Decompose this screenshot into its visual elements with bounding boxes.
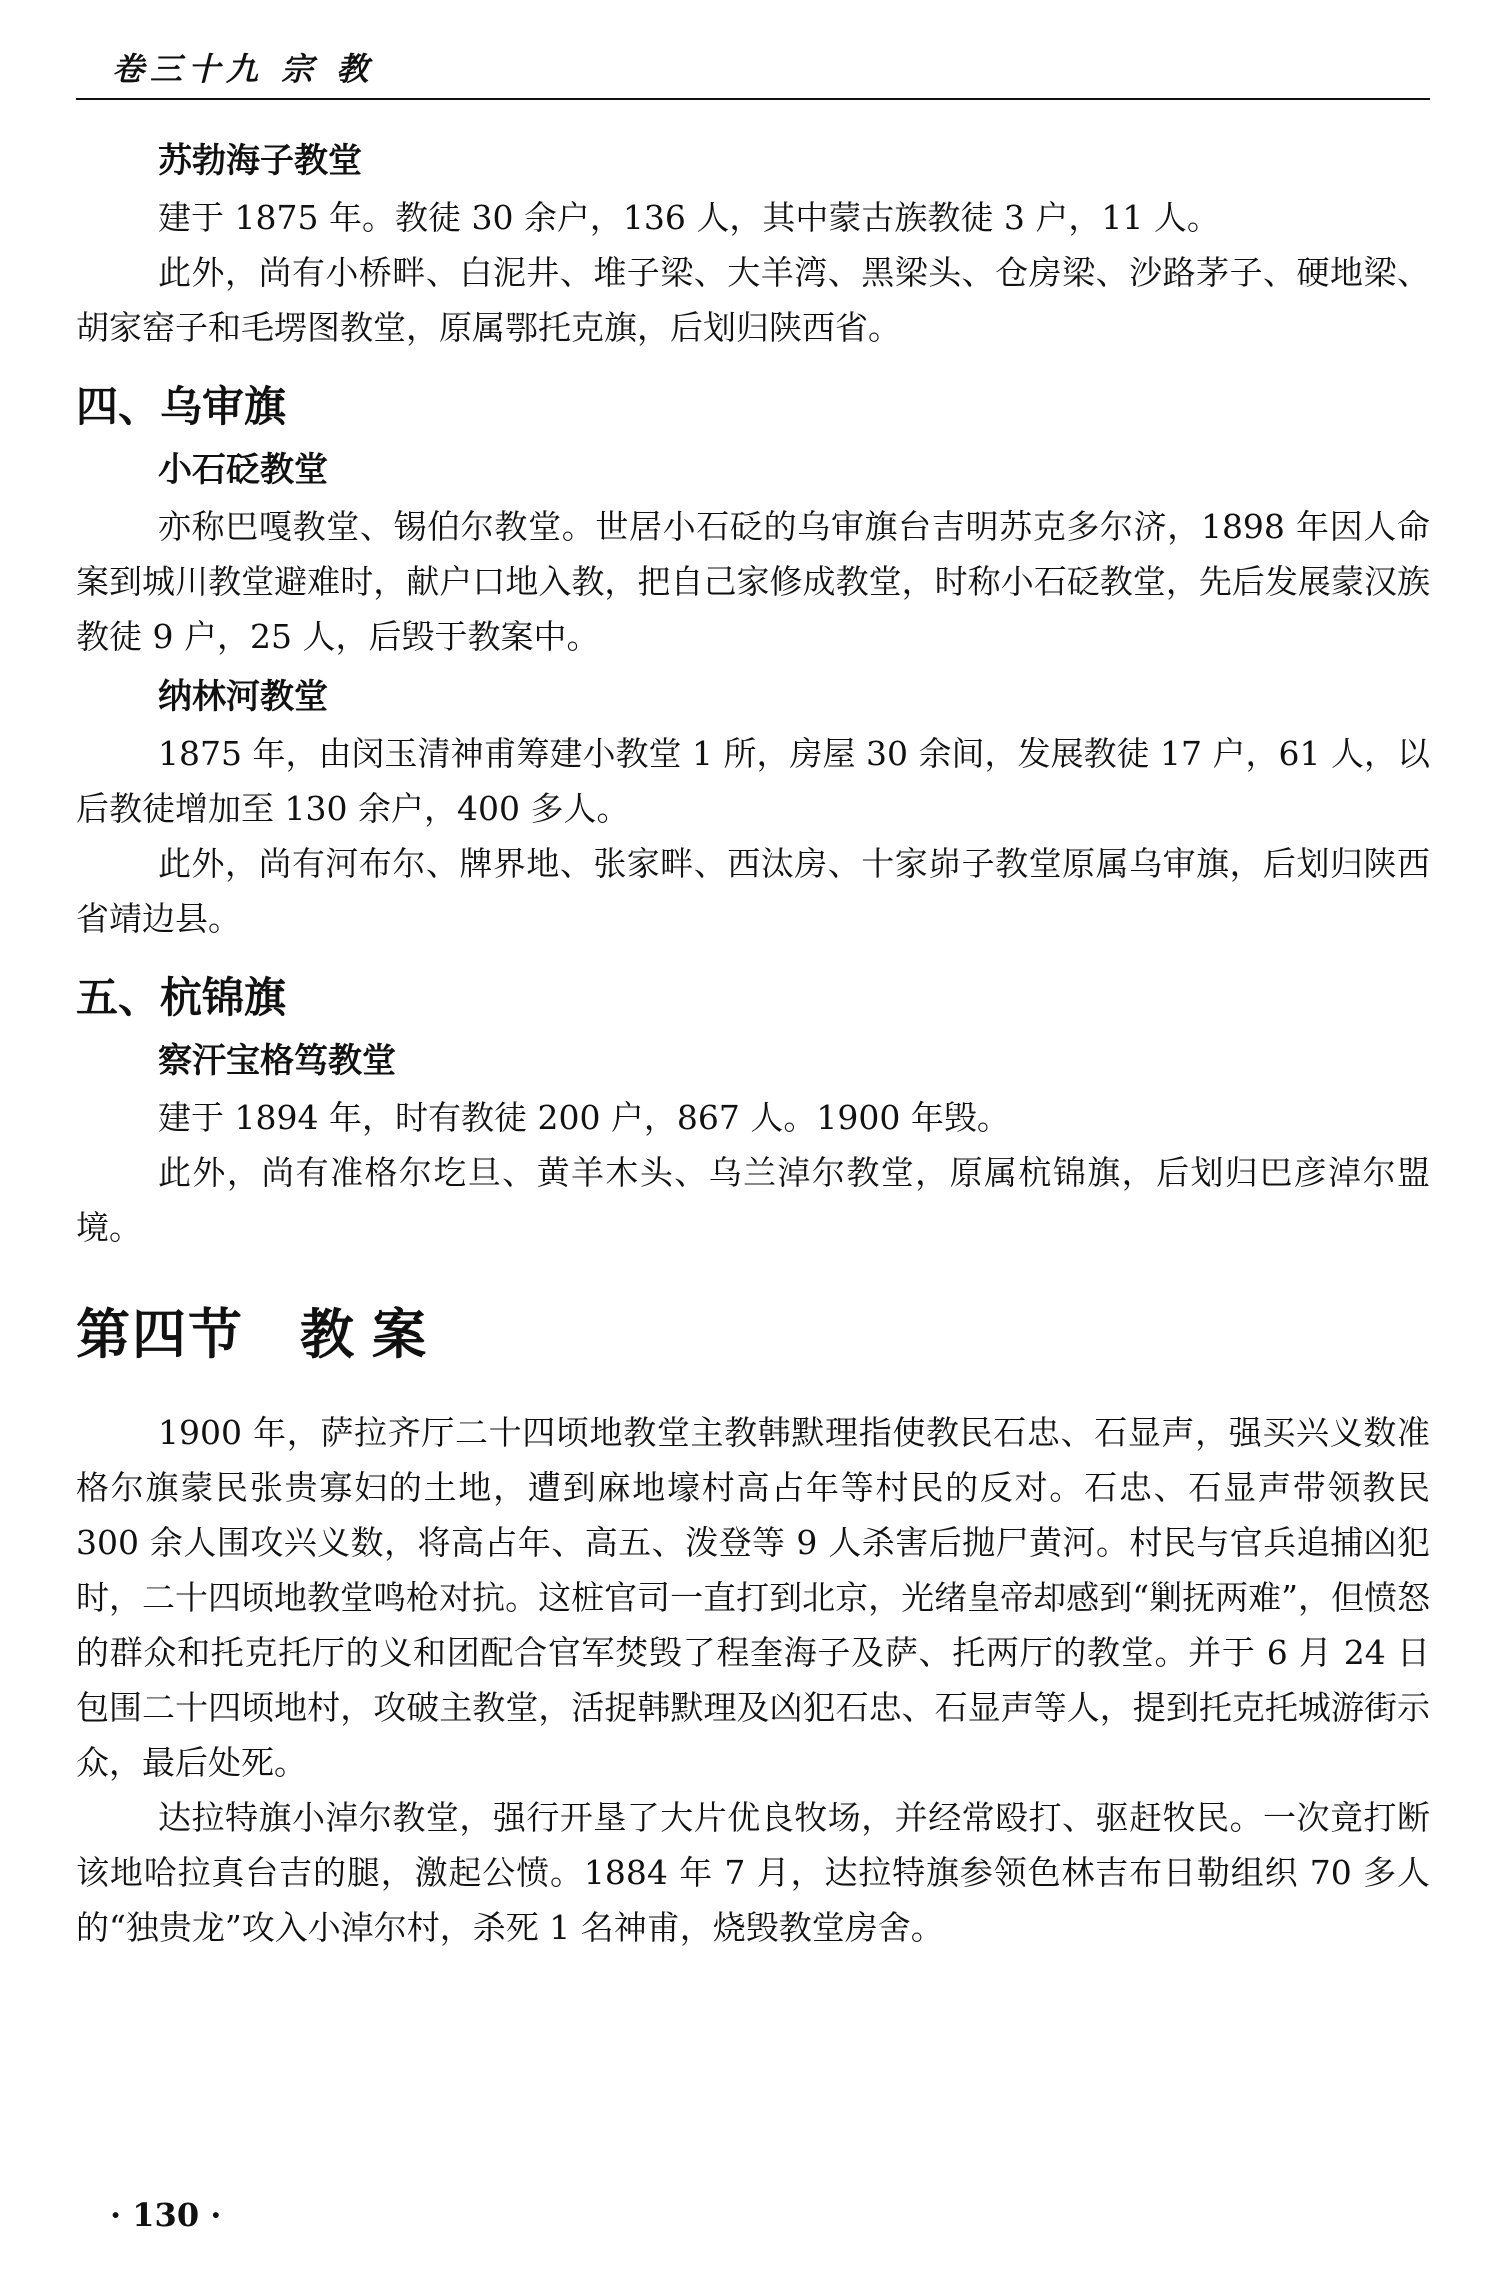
chapter-heading [76, 1295, 1430, 1375]
subsection-title: 察汗宝格笃教堂 [158, 1041, 396, 1081]
section-title: 五、杭锦旗 [76, 973, 287, 1022]
chapter-number: 第四节 [76, 1303, 244, 1366]
paragraph: 此外，尚有准格尔圪旦、黄羊木头、乌兰淖尔教堂，原属杭锦旗，后划归巴彦淖尔盟境。 [76, 1153, 1430, 1247]
header-rule [76, 98, 1430, 100]
subsection-title: 苏勃海子教堂 [158, 141, 362, 181]
subsection-title: 纳林河教堂 [158, 677, 328, 717]
subsection-title: 小石砭教堂 [158, 450, 328, 490]
paragraph: 建于 1875 年。教徒 30 余户，136 人，其中蒙古族教徒 3 户，11 人。 [158, 198, 1220, 237]
paragraph: 此外，尚有小桥畔、白泥井、堆子梁、大羊湾、黑梁头、仓房梁、沙路茅子、硬地梁、胡家窑子和毛塄图教堂，原属鄂托克旗，后划归陕西省。 [76, 253, 1430, 347]
paragraph: 此外，尚有河布尔、牌界地、张家畔、西汰房、十家峁子教堂原属乌审旗，后划归陕西省靖边县。 [76, 844, 1430, 938]
section-title: 四、乌审旗 [76, 382, 287, 431]
page-number: · 130 · [110, 2196, 222, 2234]
running-header: 卷三十九 宗 教 [112, 50, 375, 88]
page-body [76, 128, 1430, 1955]
paragraph: 亦称巴嘎教堂、锡伯尔教堂。世居小石砭的乌审旗台吉明苏克多尔济，1898 年因人命案到城川教堂避难时，献户口地入教，把自己家修成教堂，时称小石砭教堂，先后发展蒙汉族教徒 9 户，25 人，后毁于教案中。 [76, 507, 1430, 656]
paragraph: 达拉特旗小淖尔教堂，强行开垦了大片优良牧场，并经常殴打、驱赶牧民。一次竟打断该地哈拉真台吉的腿，激起公愤。1884 年 7 月，达拉特旗参领色林吉布日勒组织 70 多人的“独贵龙”攻入小淖尔村，杀死 1 名神甫，烧毁教堂房舍。 [76, 1798, 1430, 1947]
paragraph: 1900 年，萨拉齐厅二十四顷地教堂主教韩默理指使教民石忠、石显声，强买兴义数准格尔旗蒙民张贵寡妇的土地，遭到麻地壕村高占年等村民的反对。石忠、石显声带领教民 300 余人围攻兴义数，将高占年、高五、泼登等 9 人杀害后抛尸黄河。村民与官兵追捕凶犯时，二十四顷地教堂鸣枪对抗。这桩官司一直打到北京，光绪皇帝却感到“剿抚两难”，但愤怒的群众和托克托厅的义和团配合官军焚毁了程奎海子及萨、托两厅的教堂。并于 6 月 24 日包围二十四顷地村，攻破主教堂，活捉韩默理及凶犯石忠、石显声等人，提到托克托城游街示众，最后处死。 [76, 1413, 1430, 1782]
paragraph: 建于 1894 年，时有教徒 200 户，867 人。1900 年毁。 [158, 1098, 1010, 1137]
paragraph: 1875 年，由闵玉清神甫筹建小教堂 1 所，房屋 30 余间，发展教徒 17 户，61 人，以后教徒增加至 130 余户，400 多人。 [76, 734, 1430, 828]
chapter-title: 教案 [300, 1303, 444, 1366]
